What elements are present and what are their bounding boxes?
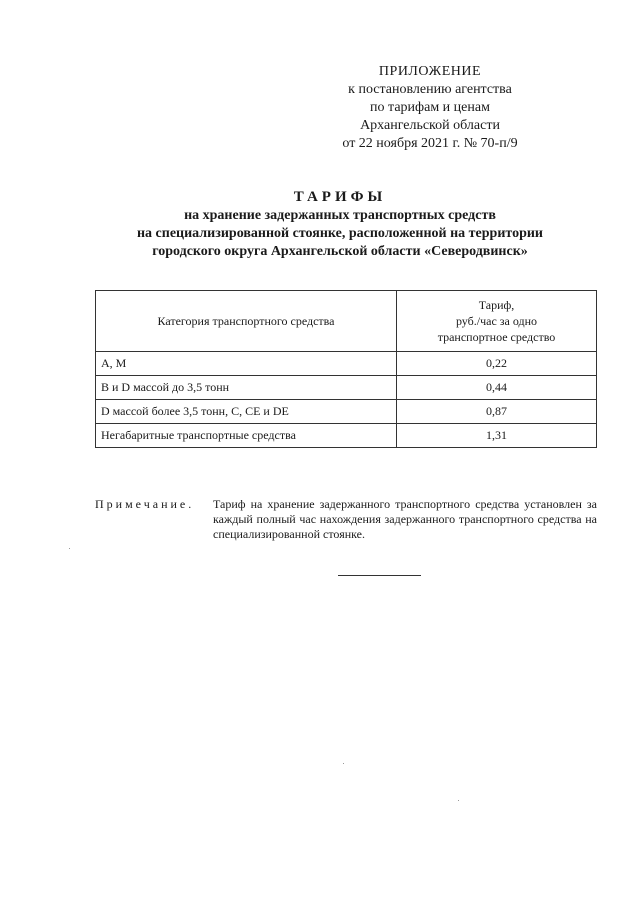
note-text: Тариф на хранение задержанного транспортного средства установлен за каждый полный час нахождения задержанного транспортного средства на специализированной стоянке. xyxy=(213,497,597,541)
row-tariff: 0,87 xyxy=(397,400,597,424)
closing-divider xyxy=(338,575,421,576)
tariff-table xyxy=(95,290,597,448)
row-tariff: 0,44 xyxy=(397,376,597,400)
appendix-heading: ПРИЛОЖЕНИЕ xyxy=(378,64,482,79)
appendix-line: Архангельской области xyxy=(360,118,500,133)
title-line: городского округа Архангельской области «Северодвинск» xyxy=(152,244,528,259)
column-header-tariff xyxy=(397,291,597,352)
document-title: ТАРИФЫ xyxy=(293,189,387,205)
row-tariff: 1,31 xyxy=(397,424,597,448)
scan-speck xyxy=(458,800,459,801)
row-category: D массой более 3,5 тонн, C, CE и DE xyxy=(96,400,397,424)
title-line: на специализированной стоянке, расположенной на территории xyxy=(136,226,543,241)
column-header-category: Категория транспортного средства xyxy=(96,291,397,352)
row-category: Негабаритные транспортные средства xyxy=(96,424,397,448)
row-tariff: 0,22 xyxy=(397,352,597,376)
document-title-block xyxy=(60,187,620,261)
note-label: Примечание. xyxy=(95,497,195,511)
table-row xyxy=(96,376,597,400)
scan-speck xyxy=(69,548,70,549)
column-header-tariff-line: Тариф, xyxy=(478,298,515,312)
appendix-line: по тарифам и ценам xyxy=(370,100,490,115)
table-row xyxy=(96,352,597,376)
title-line: на хранение задержанных транспортных средств xyxy=(184,208,496,223)
column-header-tariff-line: руб./час за одно xyxy=(455,314,538,328)
appendix-line: к постановлению агентства xyxy=(348,82,512,97)
row-category: B и D массой до 3,5 тонн xyxy=(96,376,397,400)
scan-speck xyxy=(343,763,344,764)
row-category: A, M xyxy=(96,352,397,376)
appendix-line: от 22 ноября 2021 г. № 70-п/9 xyxy=(342,136,518,151)
table-row xyxy=(96,424,597,448)
table-row xyxy=(96,400,597,424)
appendix-header xyxy=(300,63,560,153)
column-header-tariff-line: транспортное средство xyxy=(437,330,556,344)
table-header-row xyxy=(96,291,597,352)
